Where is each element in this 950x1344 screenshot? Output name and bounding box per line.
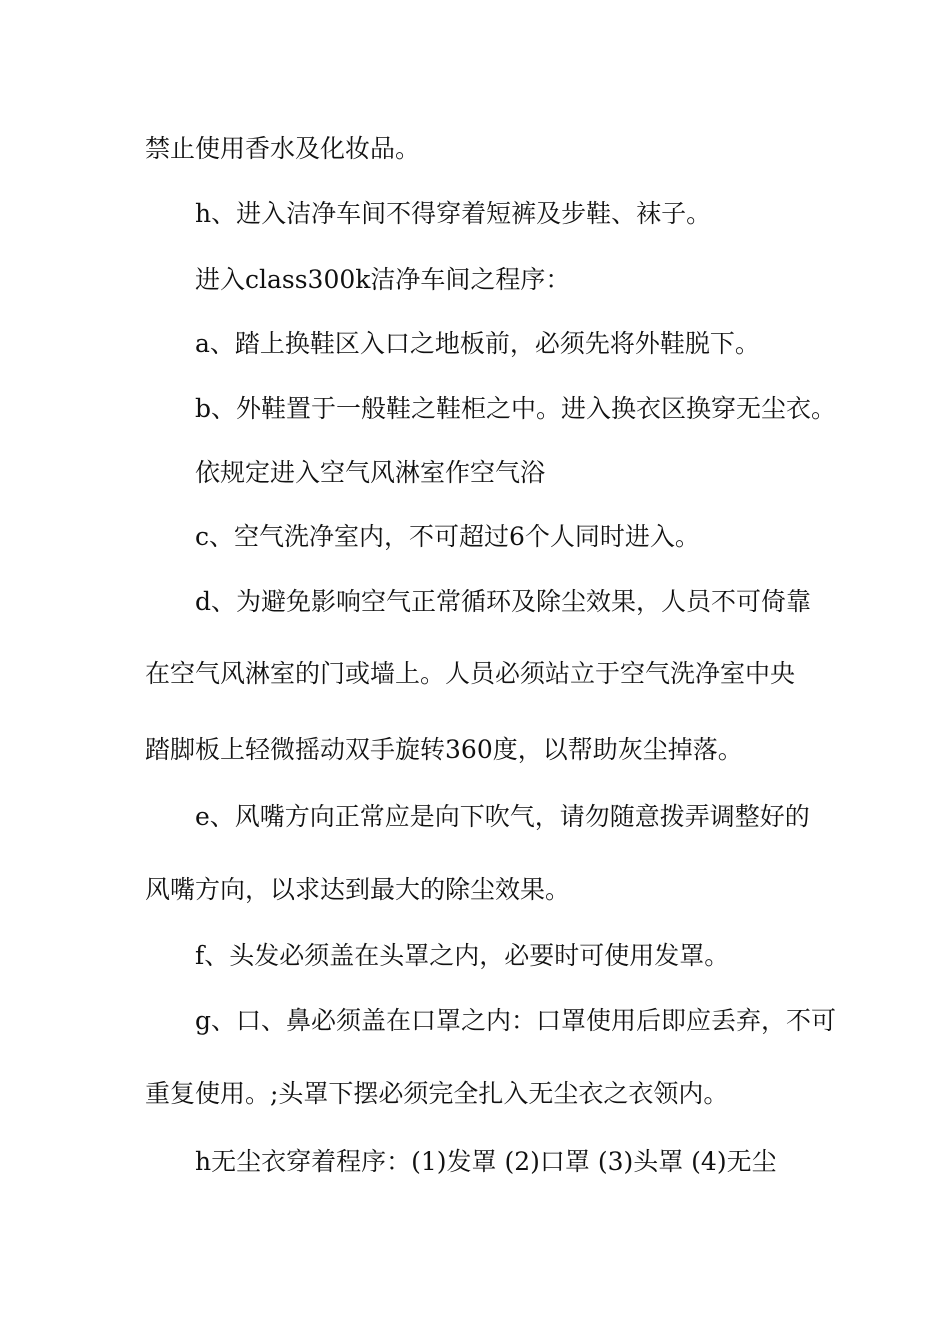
text-line-4: a、踏上换鞋区入口之地板前，必须先将外鞋脱下。 [195, 329, 760, 358]
text-line-7: c、空气洗净室内，不可超过6个人同时进入。 [195, 522, 700, 551]
text-line-12: 风嘴方向，以求达到最大的除尘效果。 [145, 875, 571, 904]
text-line-9: 在空气风淋室的门或墙上。人员必须站立于空气洗净室中央 [145, 659, 796, 688]
text-line-11: e、风嘴方向正常应是向下吹气，请勿随意拨弄调整好的 [195, 802, 810, 831]
text-line-1: 禁止使用香水及化妆品。 [145, 134, 421, 163]
text-line-14: g、口、鼻必须盖在口罩之内：口罩使用后即应丢弃，不可 [195, 1006, 837, 1035]
text-line-13: f、头发必须盖在头罩之内，必要时可使用发罩。 [195, 941, 730, 970]
text-line-8: d、为避免影响空气正常循环及除尘效果，人员不可倚靠 [195, 587, 812, 616]
text-line-10: 踏脚板上轻微摇动双手旋转360度，以帮助灰尘掉落。 [145, 735, 743, 764]
text-line-5: b、外鞋置于一般鞋之鞋柜之中。进入换衣区换穿无尘衣。 [195, 394, 837, 423]
text-line-16: h无尘衣穿着程序：(1)发罩 (2)口罩 (3)头罩 (4)无尘 [195, 1147, 777, 1176]
text-line-15: 重复使用。;头罩下摆必须完全扎入无尘衣之衣领内。 [145, 1079, 729, 1108]
text-line-2: h、进入洁净车间不得穿着短裤及步鞋、袜子。 [195, 199, 712, 228]
text-line-6: 依规定进入空气风淋室作空气浴 [195, 458, 546, 487]
text-line-3: 进入class300k洁净车间之程序： [195, 265, 571, 294]
